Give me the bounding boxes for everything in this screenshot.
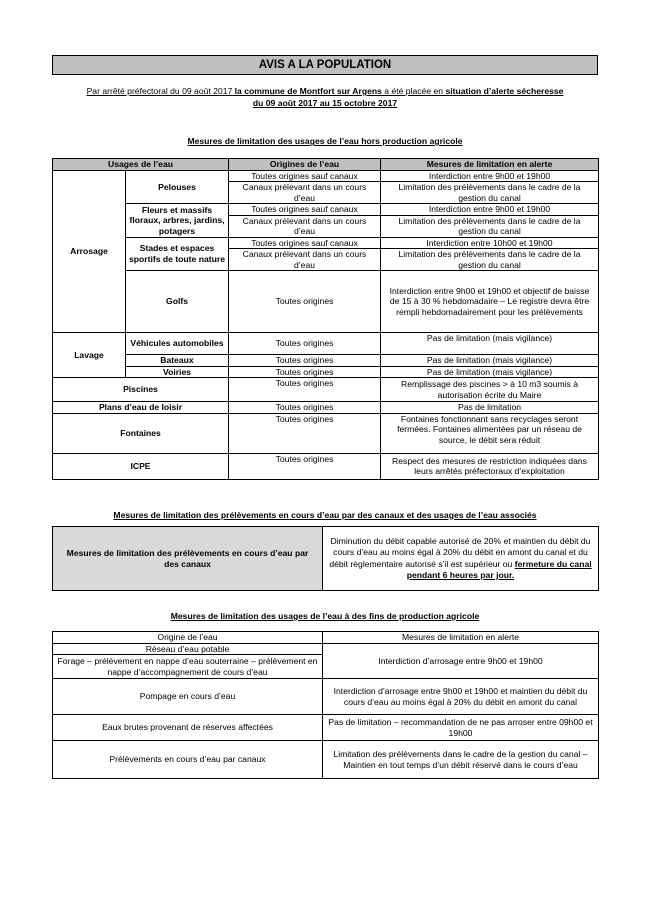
- cell-mesure: Pas de limitation: [381, 402, 599, 413]
- cell-mesure: Interdiction entre 9h00 et 19h00 et objectif de baisse de 15 à 30 % hebdomadaire – Le registre devra être rempli hebdomadairement pour les prélèvements: [381, 271, 599, 333]
- cell-origine: Toutes origines sauf canaux: [229, 237, 381, 248]
- canaux-fermeture-text: fermeture du canal pendant 6 heures par jour.: [406, 558, 592, 580]
- cell-mesure: Pas de limitation (mais vigilance): [381, 333, 599, 355]
- canaux-table: [52, 526, 599, 591]
- section1-title: Mesures de limitation des usages de l’eau hors production agricole: [187, 136, 463, 147]
- intro-part-4: situation d’alerte sécheresse: [445, 86, 564, 96]
- cell-vehicules: Véhicules automobiles: [126, 333, 229, 355]
- cell-piscines: Piscines: [53, 378, 229, 402]
- cell-plans: Plans d’eau de loisir: [53, 402, 229, 413]
- cell-stades: Stades et espaces sportifs de toute nature: [126, 237, 229, 270]
- intro-paragraph: [52, 86, 598, 109]
- cell-origine: Eaux brutes provenant de réserves affectées: [53, 715, 323, 741]
- cell-bateaux: Bateaux: [126, 355, 229, 366]
- cell-fontaines: Fontaines: [53, 413, 229, 453]
- cell-mesure: Pas de limitation – recommandation de ne pas arroser entre 09h00 et 19h00: [323, 715, 599, 741]
- cell-origine: Toutes origines: [229, 413, 381, 453]
- cell-mesure: Remplissage des piscines > à 10 m3 soumis à autorisation écrite du Maire: [381, 378, 599, 402]
- section3-title: Mesures de limitation des usages de l’eau à des fins de production agricole: [170, 611, 480, 622]
- header-usages: Usages de l’eau: [53, 158, 229, 170]
- table-row: [53, 413, 599, 453]
- cell-fleurs: Fleurs et massifs floraux, arbres, jardins, potagers: [126, 204, 229, 237]
- cell-lavage: Lavage: [53, 333, 126, 378]
- table-row: [53, 355, 599, 366]
- cell-origine: Toutes origines: [229, 355, 381, 366]
- cell-mesure: Limitation des prélèvements dans le cadre de la gestion du canal: [381, 215, 599, 237]
- cell-mesure: Limitation des prélèvements dans le cadre de la gestion du canal: [381, 182, 599, 204]
- table-row: [53, 237, 599, 248]
- cell-mesure: Limitation des prélèvements dans le cadre de la gestion du canal – Maintien en tout temps d’un débit réservé dans le cours d’eau: [323, 741, 599, 779]
- cell-origine: Toutes origines: [229, 333, 381, 355]
- cell-golfs: Golfs: [126, 271, 229, 333]
- intro-part-2: la commune de Montfort sur Argens: [232, 86, 382, 96]
- cell-origine: Toutes origines: [229, 378, 381, 402]
- cell-mesure: Pas de limitation (mais vigilance): [381, 366, 599, 377]
- table-row: [53, 679, 599, 715]
- cell-origine: Toutes origines: [229, 402, 381, 413]
- cell-mesure: Pas de limitation (mais vigilance): [381, 355, 599, 366]
- intro-part-1: Par arrêté préfectoral du 09 août 2017: [86, 86, 233, 96]
- intro-part-5: du 09 août 2017 au 15 octobre 2017: [252, 97, 398, 108]
- table-row: [53, 643, 599, 654]
- cell-mesure: Interdiction entre 10h00 et 19h00: [381, 237, 599, 248]
- cell-origine: Canaux prélevant dans un cours d’eau: [229, 215, 381, 237]
- cell-mesure: Respect des mesures de restriction indiquées dans leurs arrêtés préfectoraux d’exploitation: [381, 453, 599, 479]
- cell-pelouses: Pelouses: [126, 170, 229, 203]
- cell-origine: Toutes origines: [229, 271, 381, 333]
- agricole-table: [52, 631, 599, 779]
- header-origine: Origine de l’eau: [53, 631, 323, 643]
- cell-arrosage: Arrosage: [53, 170, 126, 332]
- table-header-row: [53, 158, 599, 170]
- section2-title: Mesures de limitation des prélèvements en cours d’eau par des canaux et des usages de l’eau associés: [113, 509, 537, 520]
- cell-origine: Canaux prélevant dans un cours d’eau: [229, 182, 381, 204]
- document-page: [52, 55, 598, 779]
- cell-origine: Prélèvements en cours d’eau par canaux: [53, 741, 323, 779]
- table-row: [53, 527, 599, 591]
- cell-mesure: Interdiction d’arrosage entre 9h00 et 19h00: [323, 643, 599, 678]
- table-row: [53, 715, 599, 741]
- cell-origine: Pompage en cours d’eau: [53, 679, 323, 715]
- cell-origine: Canaux prélevant dans un cours d’eau: [229, 249, 381, 271]
- table-row: [53, 453, 599, 479]
- cell-mesure: Interdiction entre 9h00 et 19h00: [381, 204, 599, 215]
- table-header-row: [53, 631, 599, 643]
- cell-canaux-label: Mesures de limitation des prélèvements en cours d’eau par des canaux: [53, 527, 323, 591]
- cell-voiries: Voiries: [126, 366, 229, 377]
- page-title: AVIS A LA POPULATION: [52, 55, 598, 75]
- header-origines: Origines de l’eau: [229, 158, 381, 170]
- table-row: [53, 378, 599, 402]
- cell-mesure: Limitation des prélèvements dans le cadre de la gestion du canal: [381, 249, 599, 271]
- cell-origine: Toutes origines sauf canaux: [229, 170, 381, 181]
- cell-canaux-mesure: [323, 527, 599, 591]
- cell-origine: Forage – prélèvement en nappe d’eau souterraine – prélèvement en nappe d’accompagnement de cours d’eau: [53, 655, 323, 679]
- table-row: [53, 204, 599, 215]
- table-row: [53, 741, 599, 779]
- cell-origine: Réseau d’eau potable: [53, 643, 323, 654]
- cell-icpe: ICPE: [53, 453, 229, 479]
- cell-mesure: Fontaines fonctionnant sans recyclages seront fermées. Fontaines alimentées par un réseau de source, le débit sera réduit: [381, 413, 599, 453]
- cell-origine: Toutes origines: [229, 366, 381, 377]
- header-mesures: Mesures de limitation en alerte: [381, 158, 599, 170]
- table-row: [53, 333, 599, 355]
- table-row: [53, 170, 599, 181]
- intro-part-3: a été placée en: [381, 86, 446, 96]
- cell-mesure: Interdiction d’arrosage entre 9h00 et 19h00 et maintien du débit du cours d’eau au moins égal à 20% du débit en amont du canal: [323, 679, 599, 715]
- usages-table: [52, 158, 599, 480]
- cell-origine: Toutes origines: [229, 453, 381, 479]
- header-mesures: Mesures de limitation en alerte: [323, 631, 599, 643]
- canaux-mesure-text: Diminution du débit capable autorisé de 20% et maintien du débit du cours d’eau au moins égal à 20% du débit en amont du canal et du débit règlementaire autorisé s’il est supérieur ou: [329, 536, 591, 569]
- cell-mesure: Interdiction entre 9h00 et 19h00: [381, 170, 599, 181]
- table-row: [53, 402, 599, 413]
- cell-origine: Toutes origines sauf canaux: [229, 204, 381, 215]
- table-row: [53, 271, 599, 333]
- table-row: [53, 366, 599, 377]
